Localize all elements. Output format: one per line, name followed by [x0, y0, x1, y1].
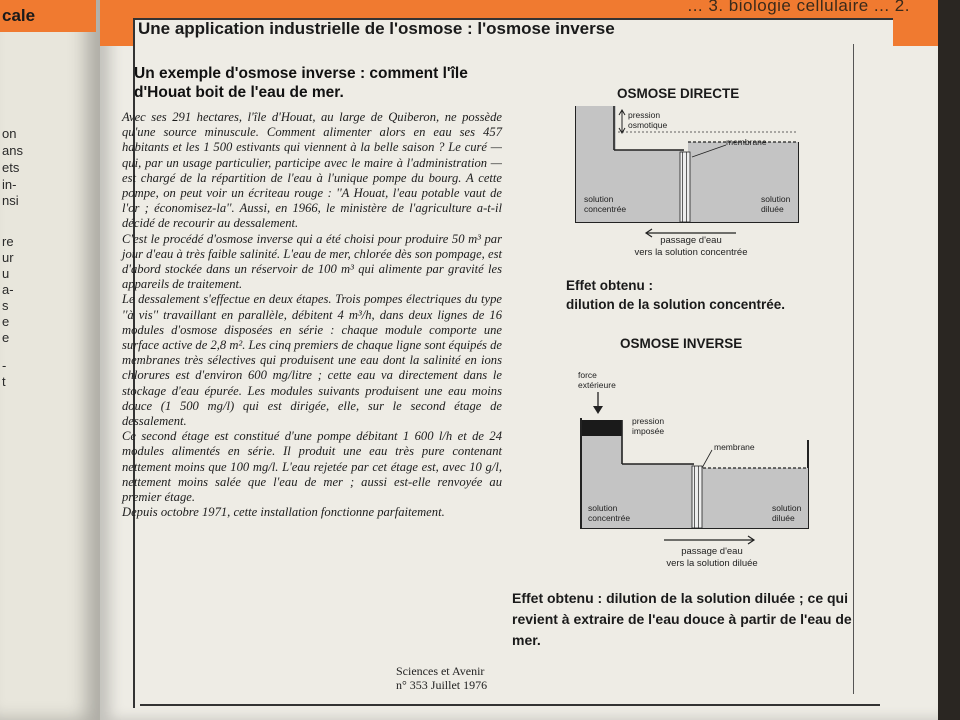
article-source: [396, 664, 516, 692]
label-concentrated-2: concentrée: [588, 513, 631, 523]
left-text-fragment: s: [2, 298, 9, 313]
membrane: [680, 152, 690, 222]
label-osmotic: osmotique: [628, 120, 668, 130]
inverse-osmosis-title: OSMOSE INVERSE: [620, 336, 743, 351]
membrane: [692, 466, 702, 528]
label-membrane: membrane: [714, 442, 755, 452]
caption-direct-2: vers la solution concentrée: [634, 247, 748, 258]
left-text-fragment: e: [2, 330, 10, 345]
article-paragraph: C'est le procédé d'osmose inverse qui a été choisi pour produire 50 m³ par jour d'eau à très faible salinité. L'eau de mer, chlorée dès son pompage, est d'abord stockée dans un réservoir de 100 m³ qui alimente par gravité les appareils de traitement.: [122, 231, 502, 292]
main-page: [100, 0, 938, 720]
source-issue: n° 353 Juillet 1976: [396, 678, 488, 692]
left-text-fragment: ans: [2, 143, 23, 158]
label-pressure: pression: [628, 110, 661, 120]
source-magazine: Sciences et Avenir: [396, 664, 485, 678]
left-text-fragment: nsi: [2, 193, 19, 208]
article-paragraph: Ce second étage est constitué d'une pompe débitant 1 600 l/h et de 24 modules alimentés en série. Il produit une eau très pure contenant nettement moins que 100 mg/l. L'eau rejetée par cet étage est, avec 10 g/l, nettement moins salée que l'eau de mer ; aussi est-elle renvoyée au premier étage.: [122, 429, 502, 505]
direct-effect: [566, 276, 785, 314]
direct-osmosis-title: OSMOSE DIRECTE: [617, 86, 740, 101]
left-text-fragment: on: [2, 126, 17, 141]
direct-effect-title: Effet obtenu :: [566, 278, 653, 293]
label-concentrated-1: solution: [588, 503, 618, 513]
left-header-text: cale: [2, 6, 36, 25]
direct-osmosis-diagram: [566, 102, 806, 262]
label-imposed-1: pression: [632, 416, 665, 426]
label-dilute-1: solution: [772, 503, 802, 513]
piston: [582, 420, 622, 436]
label-force-2: extérieure: [578, 380, 616, 390]
left-text-fragment: ur: [2, 250, 14, 265]
article-body: [122, 110, 502, 520]
article-subtitle: Un exemple d'osmose inverse : comment l'île d'Houat boit de l'eau de mer.: [134, 65, 468, 101]
caption-inverse-2: vers la solution diluée: [666, 558, 758, 569]
left-text-fragment: e: [2, 314, 10, 329]
left-text-fragment: u: [2, 266, 10, 281]
left-text-fragment: ets: [2, 160, 20, 175]
article-paragraph: Le dessalement s'effectue en deux étapes. Trois pompes électriques du type ''à vis'' travaillant en parallèle, débitent 4 m³/h, dans deux lignes de 16 modules d'osmose disposées en série : chaque module comporte une surface active de 2,8 m². Les cinq premiers de chaque ligne sont équipés de membranes très sélectives qui produisent une eau dont la salinité en ions chlorures est d'environ 600 mg/litre ; cette eau va directement dans le stockage d'eau épurée. Les modules suivants produisent une eau moins douce (1 500 mg/l) qui est dirigée, elle, sur le second étage de dessalement.: [122, 292, 502, 429]
left-text-fragment: t: [2, 374, 6, 389]
label-dilute-2: diluée: [761, 204, 784, 214]
inverse-effect: Effet obtenu : dilution de la solution diluée ; ce qui revient à extraire de l'eau douce à partir de l'eau de mer.: [512, 590, 852, 648]
caption-direct-1: passage d'eau: [660, 235, 722, 246]
left-facing-page: [0, 0, 100, 720]
caption-inverse-1: passage d'eau: [681, 546, 743, 557]
label-membrane: membrane: [726, 137, 767, 147]
left-text-fragment: a-: [2, 282, 14, 297]
direct-effect-text: dilution de la solution concentrée.: [566, 297, 786, 312]
label-dilute-1: solution: [761, 194, 791, 204]
inverse-osmosis-diagram: [574, 368, 814, 574]
label-dilute-2: diluée: [772, 513, 795, 523]
background-edge: [938, 0, 960, 720]
article-frame-bottom: [140, 704, 880, 706]
label-imposed-2: imposée: [632, 426, 665, 436]
concentrated-fluid: [622, 464, 694, 528]
label-force-1: force: [578, 370, 597, 380]
header-band-text: ... 3. biologie cellulaire ... 2.: [687, 0, 910, 15]
label-concentrated-2: concentrée: [584, 204, 627, 214]
left-text-fragment: re: [2, 234, 14, 249]
label-concentrated-1: solution: [584, 194, 614, 204]
left-column-fluid: [577, 106, 616, 150]
left-text-fragment: -: [2, 358, 7, 373]
article-paragraph: Depuis octobre 1971, cette installation fonctionne parfaitement.: [122, 505, 445, 520]
article-paragraph: Avec ses 291 hectares, l'île d'Houat, au large de Quiberon, ne possède qu'une source minuscule. Comment alimenter alors en eau ses 457 habitants et les 1 500 estivants qui viennent à la belle saison ? Le curé — qui, par un usage particulier, participe avec le maire à l'administration — est chargé de la répartition de l'eau à l'unique pompe du bourg. A cette pompe, on peut voir un écriteau rouge : ''A Houat, l'eau potable vaut de l'or ; économisez-la''. Aussi, en 1966, le ministère de l'agriculture a-t-il décidé de recourir au dessalement.: [122, 110, 502, 231]
article-title: Une application industrielle de l'osmose : l'osmose inverse: [138, 19, 615, 38]
left-text-fragment: in-: [2, 177, 17, 192]
